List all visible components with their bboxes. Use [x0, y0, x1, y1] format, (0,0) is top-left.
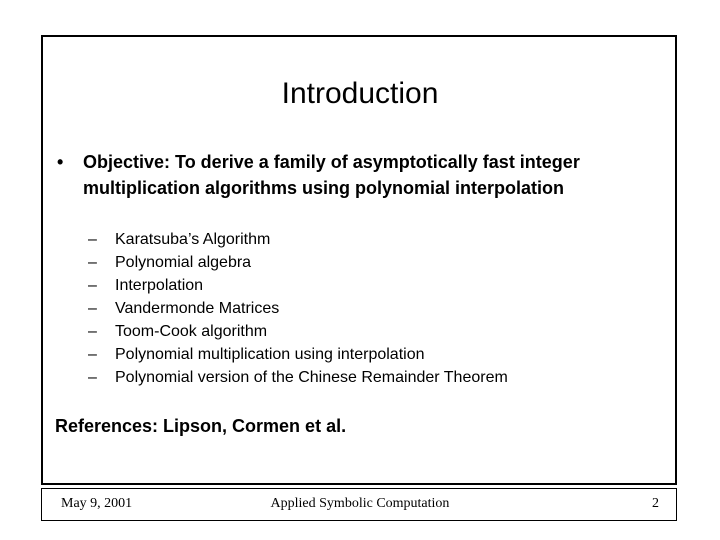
objective-bullet: [57, 149, 677, 201]
dash-icon: –: [88, 277, 97, 294]
footer-course-title: Applied Symbolic Computation: [270, 496, 450, 511]
list-item-label: Interpolation: [115, 277, 204, 294]
list-item-label: Polynomial algebra: [115, 254, 252, 271]
slide-title: Introduction: [281, 77, 439, 110]
bullet-icon: •: [57, 152, 64, 172]
list-item-label: Polynomial multiplication using interpolation: [115, 346, 425, 363]
list-item-label: Polynomial version of the Chinese Remainder Theorem: [115, 369, 508, 386]
list-item: [88, 297, 508, 320]
list-item: [88, 274, 508, 297]
list-item: [88, 343, 508, 366]
footer-date: May 9, 2001: [61, 496, 133, 511]
objective-text: Objective: To derive a family of asymptotically fast integer multiplication algorithms using polynomial interpolation: [83, 152, 580, 198]
page-number: 2: [652, 496, 659, 511]
list-item: [88, 320, 508, 343]
topic-list: [88, 228, 508, 389]
dash-icon: –: [88, 369, 97, 386]
list-item: [88, 251, 508, 274]
list-item: [88, 228, 508, 251]
references-text: References: Lipson, Cormen et al.: [55, 416, 347, 436]
list-item: [88, 366, 508, 389]
dash-icon: –: [88, 300, 97, 317]
list-item-label: Vandermonde Matrices: [115, 300, 280, 317]
dash-icon: –: [88, 254, 97, 271]
dash-icon: –: [88, 231, 97, 248]
list-item-label: Toom-Cook algorithm: [115, 323, 268, 340]
dash-icon: –: [88, 323, 97, 340]
list-item-label: Karatsuba’s Algorithm: [115, 231, 271, 248]
dash-icon: –: [88, 346, 97, 363]
